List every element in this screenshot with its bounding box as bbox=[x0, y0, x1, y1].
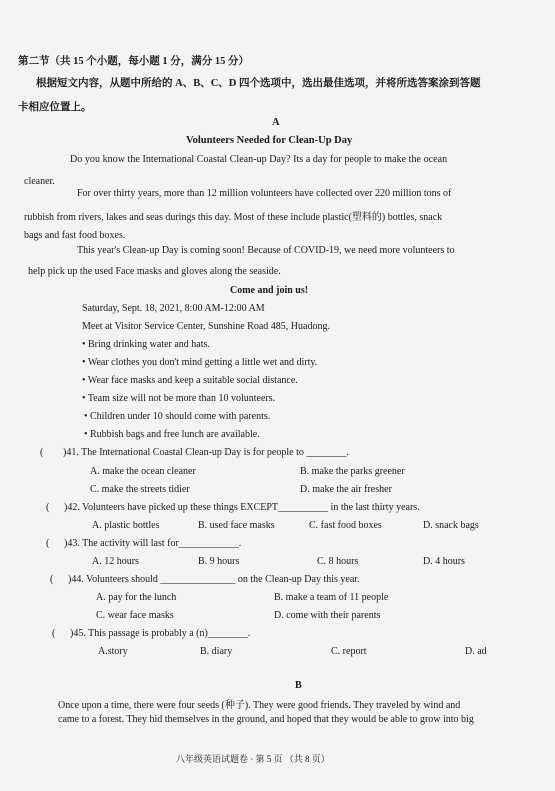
option-b: B. make the parks greener bbox=[300, 466, 405, 477]
option-b: B. 9 hours bbox=[198, 556, 240, 567]
question-43: )43. The activity will last for____________. bbox=[64, 538, 242, 549]
option-b: B. diary bbox=[200, 646, 233, 657]
option-c: C. wear face masks bbox=[96, 610, 174, 621]
event-date: Saturday, Sept. 18, 2021, 8:00 AM-12:00 AM bbox=[82, 303, 265, 314]
passage-b-line-1: Once upon a time, there were four seeds (种子). They were good friends. They traveled by wind and bbox=[58, 700, 461, 711]
option-a: A. make the ocean cleaner bbox=[90, 466, 196, 477]
option-c: C. make the streets tidier bbox=[90, 484, 190, 495]
p1-line-1: Do you know the International Coastal Clean-up Day? Its a day for people to make the ocean bbox=[70, 154, 448, 165]
question-42: )42. Volunteers have picked up these things EXCEPT__________ in the last thirty years. bbox=[64, 502, 420, 513]
option-d: D. 4 hours bbox=[423, 556, 465, 567]
answer-paren[interactable]: ( bbox=[50, 574, 54, 585]
p2-line-2: rubbish from rivers, lakes and seas durings this day. Most of these include plastic(塑料的) bottles, snack bbox=[24, 212, 443, 223]
question-44: )44. Volunteers should _______________ on the Clean-up Day this year. bbox=[68, 574, 360, 585]
passage-a-title: Volunteers Needed for Clean-Up Day bbox=[186, 135, 353, 146]
option-b: B. used face masks bbox=[198, 520, 275, 531]
option-b: B. make a team of 11 people bbox=[274, 592, 389, 603]
answer-paren[interactable]: ( bbox=[46, 538, 50, 549]
passage-b-letter: B bbox=[295, 680, 302, 691]
answer-paren[interactable]: ( bbox=[46, 502, 50, 513]
answer-paren[interactable]: ( bbox=[52, 628, 56, 639]
option-a: A. pay for the lunch bbox=[96, 592, 177, 603]
bullet-item: • Wear face masks and keep a suitable social distance. bbox=[82, 375, 298, 386]
passage-a-letter: A bbox=[272, 117, 280, 128]
option-d: D. snack bags bbox=[423, 520, 479, 531]
bullet-item: • Rubbish bags and free lunch are available. bbox=[84, 429, 260, 440]
option-c: C. fast food boxes bbox=[309, 520, 382, 531]
question-41: )41. The International Coastal Clean-up Day is for people to ________. bbox=[63, 447, 349, 458]
option-d: D. ad bbox=[465, 646, 487, 657]
section-title: 第二节（共 15 个小题，每小题 1 分，满分 15 分） bbox=[18, 56, 249, 67]
option-c: C. report bbox=[331, 646, 367, 657]
option-a: A. plastic bottles bbox=[92, 520, 160, 531]
answer-paren[interactable]: ( bbox=[40, 447, 44, 458]
option-d: D. make the air fresher bbox=[300, 484, 392, 495]
bullet-item: • Children under 10 should come with parents. bbox=[84, 411, 271, 422]
p1-line-2: cleaner. bbox=[24, 176, 55, 187]
instruction-line-1: 根据短文内容，从题中所给的 A、B、C、D 四个选项中，选出最佳选项，并将所选答案涂到答题 bbox=[36, 78, 481, 89]
option-d: D. come with their parents bbox=[274, 610, 381, 621]
bullet-item: • Bring drinking water and hats. bbox=[82, 339, 210, 350]
option-a: A.story bbox=[98, 646, 128, 657]
question-45: )45. This passage is probably a (n)________. bbox=[70, 628, 251, 639]
instruction-line-2: 卡相应位置上。 bbox=[18, 102, 92, 113]
p3-line-2: help pick up the used Face masks and gloves along the seaside. bbox=[28, 266, 281, 277]
p2-line-1: For over thirty years, more than 12 million volunteers have collected over 220 million tons of bbox=[77, 188, 452, 199]
join-heading: Come and join us! bbox=[230, 285, 309, 296]
p2-line-3: bags and fast food boxes. bbox=[24, 230, 126, 241]
option-a: A. 12 hours bbox=[92, 556, 139, 567]
option-c: C. 8 hours bbox=[317, 556, 359, 567]
passage-b-line-2: came to a forest. They hid themselves in the ground, and hoped that they would be able to grow into big bbox=[58, 714, 474, 725]
p3-line-1: This year's Clean-up Day is coming soon! Because of COVID-19, we need more volunteers to bbox=[77, 245, 455, 256]
bullet-item: • Team size will not be more than 10 volunteers. bbox=[82, 393, 276, 404]
page-footer: 八年级英语试题卷 · 第 5 页 （共 8 页） bbox=[176, 754, 330, 764]
bullet-item: • Wear clothes you don't mind getting a little wet and dirty. bbox=[82, 357, 318, 368]
event-location: Meet at Visitor Service Center, Sunshine Road 485, Huadong. bbox=[82, 321, 330, 332]
